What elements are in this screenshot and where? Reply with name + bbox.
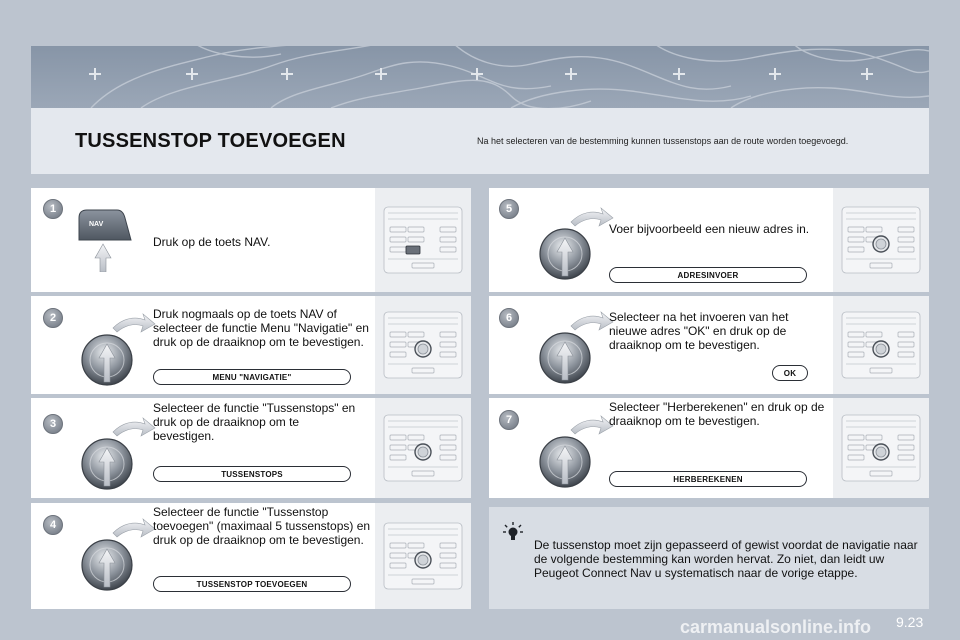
step-instruction: Selecteer de functie "Tussenstop toevoegen" (maximaal 5 tussenstops) en druk op de draaiknop om te bevestigen. bbox=[153, 505, 371, 547]
radio-unit-icon bbox=[383, 522, 463, 590]
radio-illustration bbox=[375, 188, 471, 292]
rotary-knob-icon bbox=[77, 414, 157, 494]
step-panel-4 bbox=[31, 503, 471, 609]
radio-illustration bbox=[833, 188, 929, 292]
radio-unit-icon bbox=[841, 206, 921, 274]
step-instruction: Druk op de toets NAV. bbox=[153, 235, 271, 249]
lightbulb-icon bbox=[502, 521, 524, 543]
radio-unit-icon bbox=[383, 311, 463, 379]
info-text: De tussenstop moet zijn gepasseerd of gewist voordat de navigatie naar de volgende bestemming kan worden hervat. Zo niet, dan leidt uw Peugeot Connect Nav u systematisch naar de vorige etappe. bbox=[534, 538, 918, 580]
step-number-badge: 6 bbox=[499, 308, 519, 328]
step-panel-3 bbox=[31, 398, 471, 498]
radio-unit-icon bbox=[841, 311, 921, 379]
page-number: 9.23 bbox=[896, 614, 924, 630]
radio-unit-icon bbox=[383, 414, 463, 482]
plus-markers bbox=[89, 68, 873, 80]
step-instruction: Selecteer "Herberekenen" en druk op de draaiknop om te bevestigen. bbox=[609, 400, 825, 428]
radio-illustration bbox=[375, 398, 471, 498]
radio-unit-icon bbox=[383, 206, 463, 274]
watermark: carmanualsonline.info bbox=[680, 617, 872, 637]
step-instruction: Druk nogmaals op de toets NAV of selecteer de functie Menu "Navigatie" en druk op de draaiknop om te bevestigen. bbox=[153, 307, 369, 349]
step-number-badge: 1 bbox=[43, 199, 63, 219]
page-title: TUSSENSTOP TOEVOEGEN bbox=[75, 130, 346, 152]
nav-button-label: NAV bbox=[89, 221, 104, 228]
rotary-knob-icon bbox=[535, 204, 615, 284]
rotary-knob-icon bbox=[535, 308, 615, 388]
screen-label-pill: MENU "NAVIGATIE" bbox=[153, 369, 351, 385]
step-instruction: Voer bijvoorbeeld een nieuw adres in. bbox=[609, 222, 810, 236]
step-panel-6 bbox=[489, 296, 929, 394]
intro-note: Na het selecteren van de bestemming kunnen tussenstops aan de route worden toegevoegd. bbox=[477, 136, 849, 146]
step-number-badge: 2 bbox=[43, 308, 63, 328]
step-number-badge: 4 bbox=[43, 515, 63, 535]
radio-unit-icon bbox=[841, 414, 921, 482]
decorative-banner bbox=[31, 46, 929, 108]
step-panel-7 bbox=[489, 398, 929, 498]
screen-label-pill: ADRESINVOER bbox=[609, 267, 807, 283]
screen-label-pill: HERBEREKENEN bbox=[609, 471, 807, 487]
step-instruction: Selecteer na het invoeren van het nieuwe adres "OK" en druk op de draaiknop om te bevestigen. bbox=[609, 310, 789, 352]
screen-label-pill: TUSSENSTOP TOEVOEGEN bbox=[153, 576, 351, 592]
step-number-badge: 5 bbox=[499, 199, 519, 219]
radio-illustration bbox=[833, 296, 929, 394]
step-panel-2 bbox=[31, 296, 471, 394]
rotary-knob-icon bbox=[77, 310, 157, 390]
step-number-badge: 7 bbox=[499, 410, 519, 430]
rotary-knob-icon bbox=[77, 515, 157, 595]
step-panel-1 bbox=[31, 188, 471, 292]
screen-label-pill: OK bbox=[772, 365, 808, 381]
header bbox=[31, 108, 929, 174]
step-panel-5 bbox=[489, 188, 929, 292]
step-number-badge: 3 bbox=[43, 414, 63, 434]
info-panel bbox=[489, 507, 929, 609]
radio-illustration bbox=[375, 503, 471, 609]
nav-button-icon bbox=[73, 206, 133, 272]
topographic-pattern bbox=[31, 46, 929, 108]
rotary-knob-icon bbox=[535, 412, 615, 492]
screen-label-pill: TUSSENSTOPS bbox=[153, 466, 351, 482]
step-instruction: Selecteer de functie "Tussenstops" en druk op de draaiknop om te bevestigen. bbox=[153, 401, 356, 443]
radio-illustration bbox=[833, 398, 929, 498]
radio-illustration bbox=[375, 296, 471, 394]
